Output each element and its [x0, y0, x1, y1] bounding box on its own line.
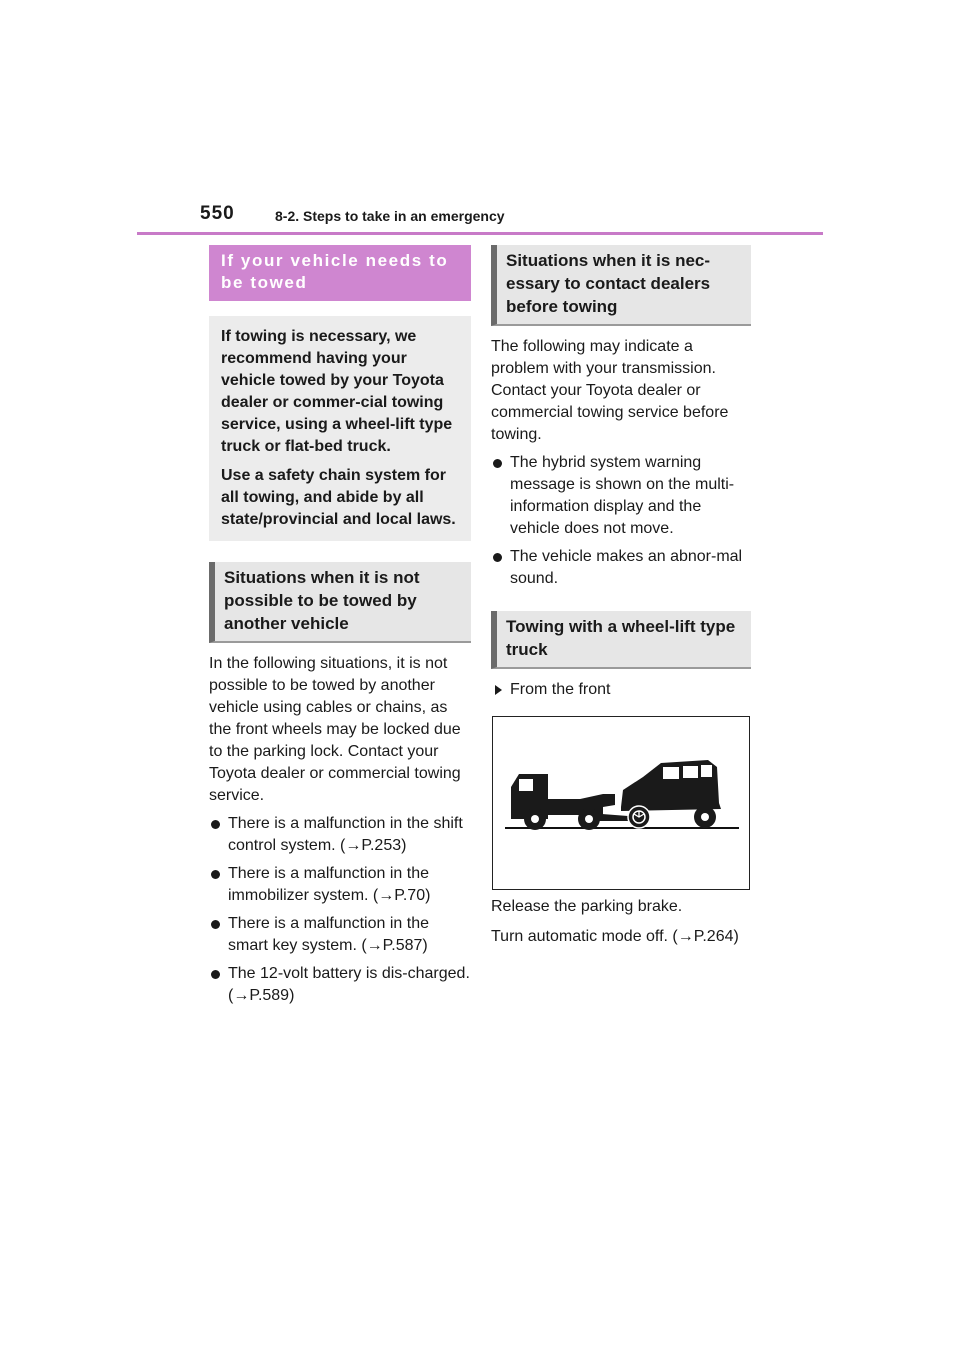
notice-paragraph: Use a safety chain system for all towing, and abide by all state/provincial and local laws. [221, 467, 456, 528]
bullet-icon [211, 870, 220, 879]
list-item: There is a malfunction in the smart key system. (→P.587) [209, 913, 471, 957]
list-item: The vehicle makes an abnor-mal sound. [491, 546, 751, 590]
triangle-arrow-icon [495, 685, 502, 695]
bullet-icon [493, 553, 502, 562]
section-title: 8-2. Steps to take in an emergency [275, 208, 505, 224]
page-number: 550 [200, 203, 235, 224]
bullet-icon [211, 920, 220, 929]
notice-paragraph: If towing is necessary, we recommend having your vehicle towed by your Toyota dealer or commer-cial towing service, using a wheel-lift type truck or flat-bed truck. [221, 328, 453, 455]
tow-truck-illustration [492, 716, 750, 890]
bullet-icon [211, 970, 220, 979]
step-auto-mode-off: Turn automatic mode off. (→P.264) [491, 928, 739, 945]
arrow-list-item: From the front [491, 679, 751, 701]
list-item: There is a malfunction in the shift control system. (→P.253) [209, 813, 471, 857]
left-column [209, 245, 471, 1007]
subheading-contact-dealers: Situations when it is nec-essary to contact dealers before towing [491, 245, 751, 326]
list-item: The 12-volt battery is dis-charged. (→P.589) [209, 963, 471, 1007]
main-heading: If your vehicle needs to be towed [209, 245, 471, 301]
bullet-icon [493, 459, 502, 468]
list-item: The hybrid system warning message is shown on the multi-information display and the vehicle does not move. [491, 452, 751, 540]
tow-truck-drawing [493, 717, 749, 889]
header-divider [137, 232, 823, 235]
bullet-icon [211, 820, 220, 829]
intro-paragraph: The following may indicate a problem with your transmission. Contact your Toyota dealer or commercial towing service before towing. [491, 338, 729, 443]
step-release-brake: Release the parking brake. [491, 898, 683, 915]
intro-paragraph: In the following situations, it is not possible to be towed by another vehicle using cables or chains, as the front wheels may be locked due to the parking lock. Contact your Toyota dealer or commercial towing service. [209, 655, 461, 804]
subheading-not-possible: Situations when it is not possible to be towed by another vehicle [209, 562, 471, 643]
right-column [491, 245, 751, 948]
page-header [200, 203, 850, 235]
subheading-wheel-lift: Towing with a wheel-lift type truck [491, 611, 751, 669]
notice-box [209, 316, 471, 541]
list-item: There is a malfunction in the immobilizer system. (→P.70) [209, 863, 471, 907]
